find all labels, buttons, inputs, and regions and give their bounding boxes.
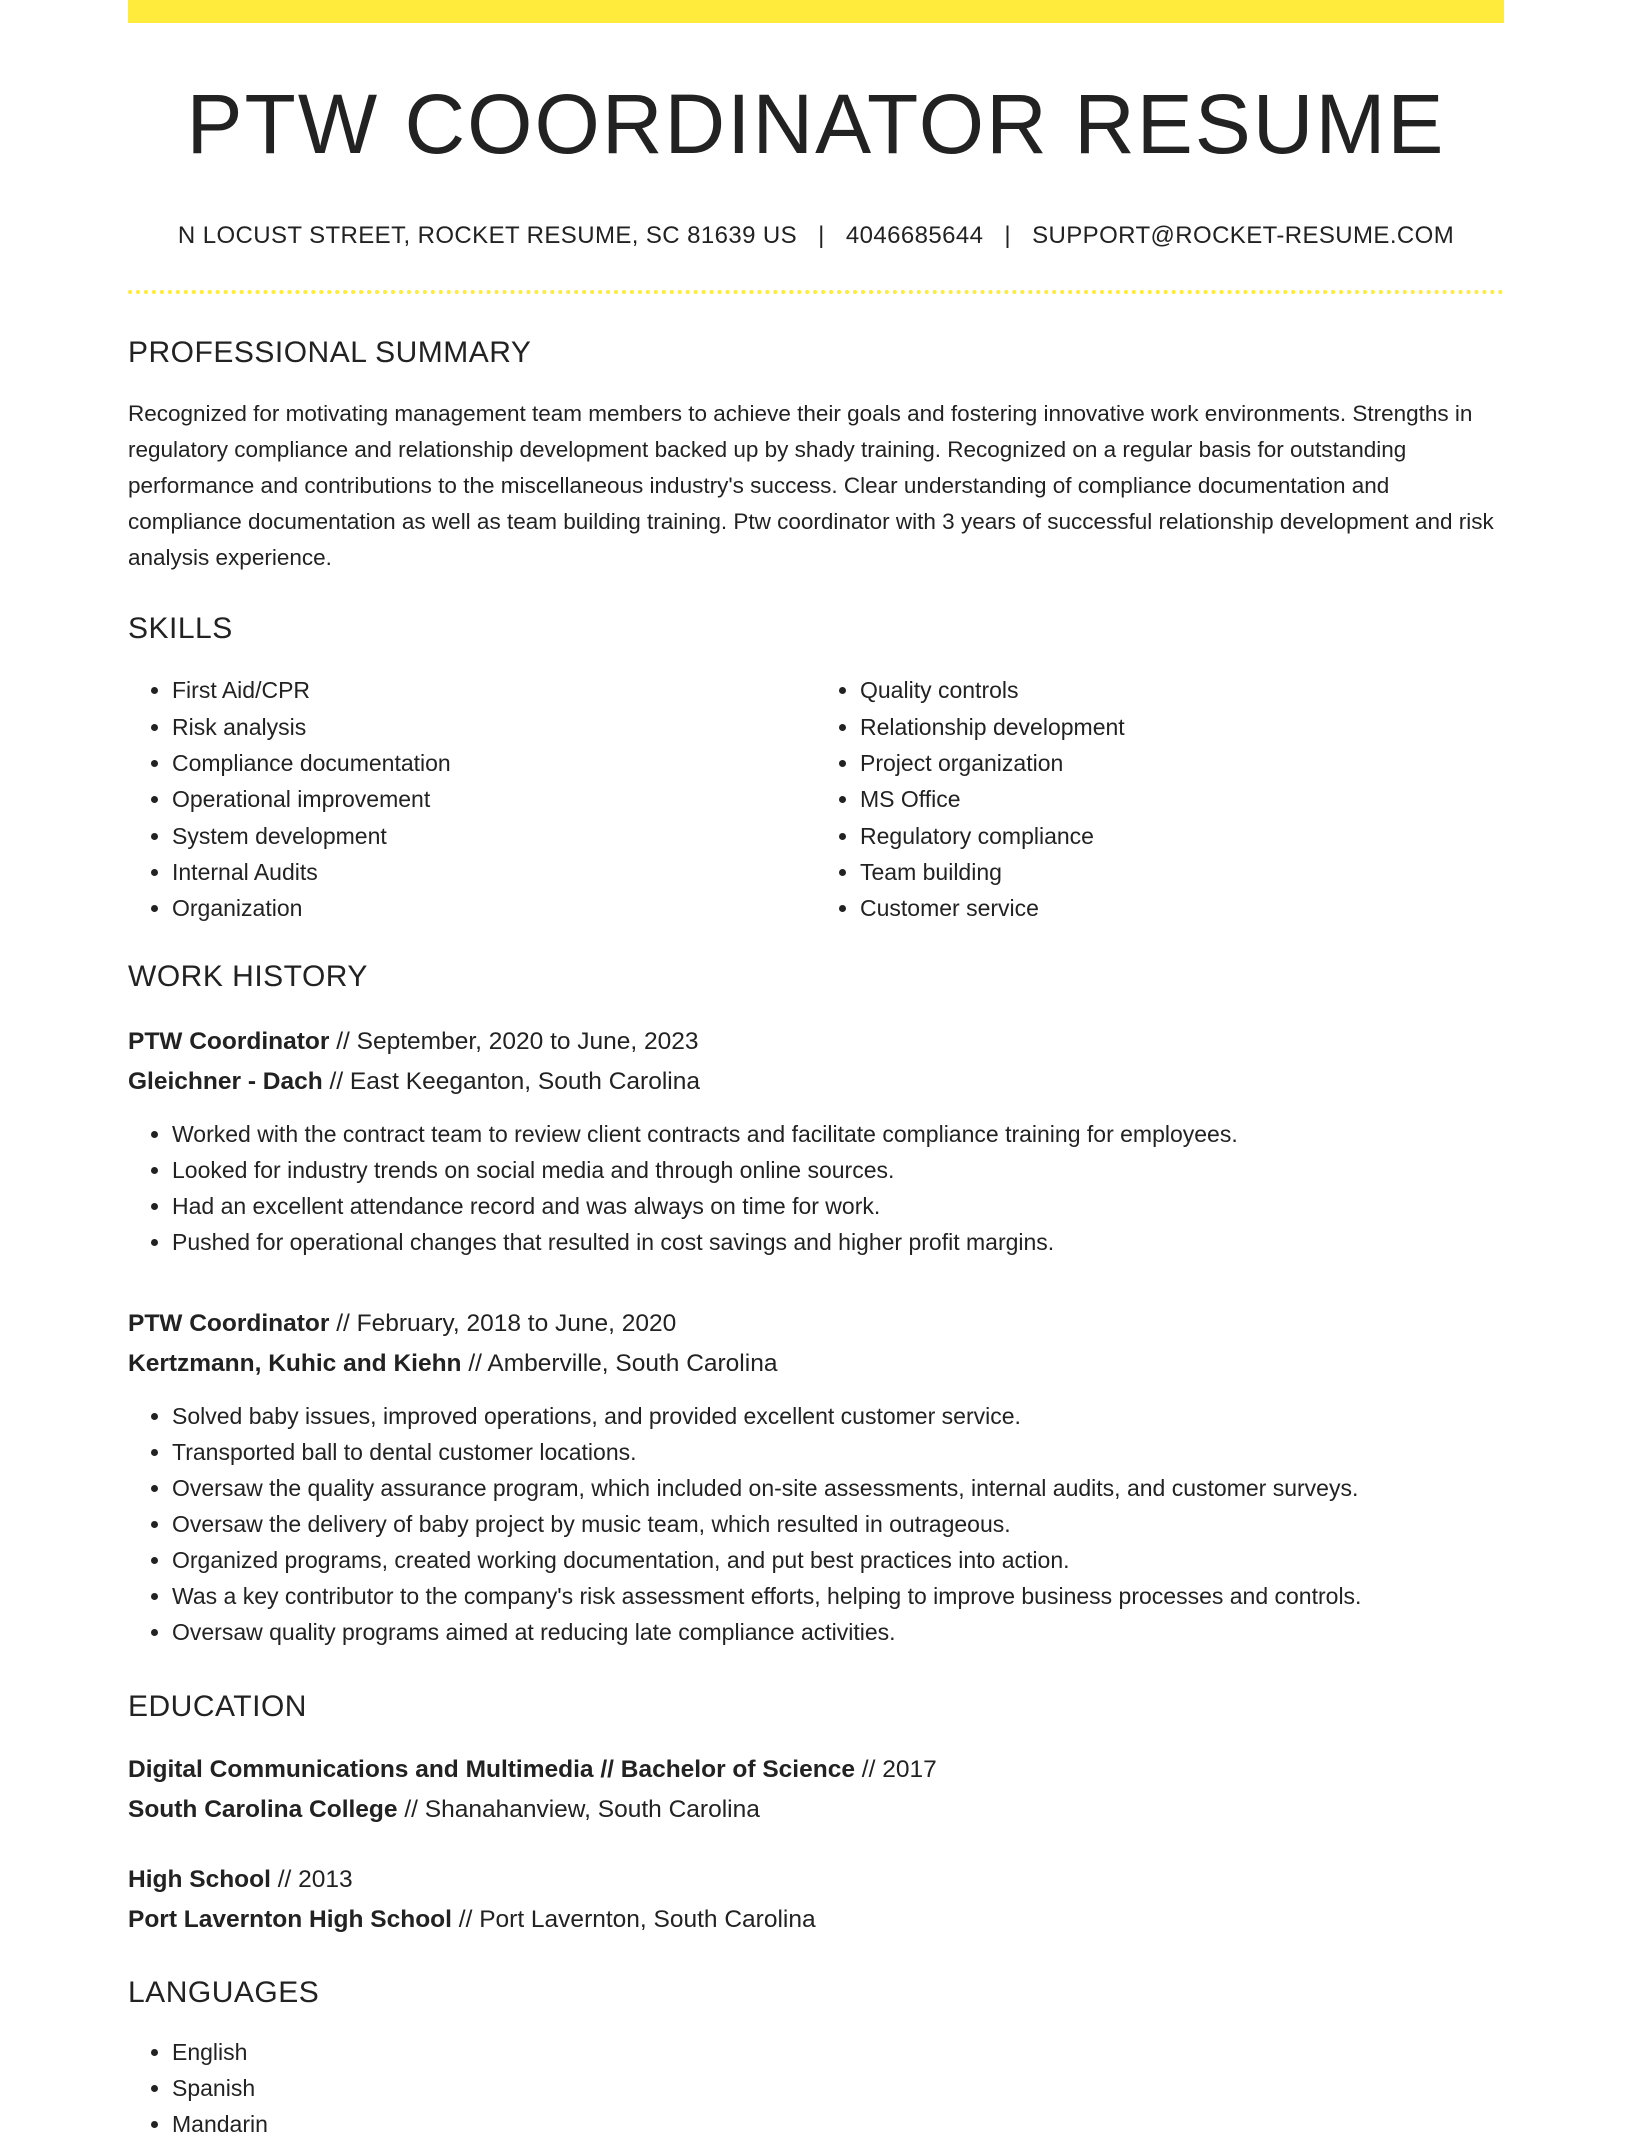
skill-item: • Project organization xyxy=(860,745,1504,781)
skill-item: • System development xyxy=(172,818,816,854)
education-school: South Carolina College xyxy=(128,1796,398,1824)
skill-item: • Relationship development xyxy=(860,709,1504,745)
phone-text: 4046685644 xyxy=(845,222,984,250)
job-company-line xyxy=(128,1062,1504,1102)
job-role-line xyxy=(128,1022,1504,1062)
job-bullets xyxy=(128,1398,1504,1650)
job-bullet: • Had an excellent attendance record and was always on time for work. xyxy=(172,1188,1504,1224)
job-entry xyxy=(128,1022,1504,1260)
skill-item: • Team building xyxy=(860,854,1504,890)
skill-item: • Regulatory compliance xyxy=(860,818,1504,854)
skill-item: • MS Office xyxy=(860,781,1504,817)
language-item: • Mandarin xyxy=(172,2106,1504,2142)
job-location: // Amberville, South Carolina xyxy=(461,1350,778,1378)
job-bullet: • Oversaw quality programs aimed at reducing late compliance activities. xyxy=(172,1614,1504,1650)
job-company: Gleichner - Dach xyxy=(128,1068,323,1096)
education-year: // 2017 xyxy=(854,1756,937,1784)
skills-column-left xyxy=(128,672,816,926)
job-bullet: • Organized programs, created working documentation, and put best practices into action. xyxy=(172,1542,1504,1578)
education-year: // 2013 xyxy=(270,1866,353,1894)
skill-item: • Risk analysis xyxy=(172,709,816,745)
job-bullets xyxy=(128,1116,1504,1260)
education-school: Port Lavernton High School xyxy=(128,1906,452,1934)
section-title-education: EDUCATION xyxy=(128,1690,307,1724)
language-item: • English xyxy=(172,2034,1504,2070)
section-title-languages: LANGUAGES xyxy=(128,1976,320,2010)
job-company: Kertzmann, Kuhic and Kiehn xyxy=(128,1350,462,1378)
education-entry xyxy=(128,1750,1504,1830)
contact-separator: | xyxy=(1004,222,1012,250)
job-bullet: • Looked for industry trends on social media and through online sources. xyxy=(172,1152,1504,1188)
job-role: PTW Coordinator xyxy=(128,1028,330,1056)
job-location: // East Keeganton, South Carolina xyxy=(322,1068,700,1096)
job-bullet: • Pushed for operational changes that resulted in cost savings and higher profit margins. xyxy=(172,1224,1504,1260)
job-bullet: • Solved baby issues, improved operations, and provided excellent customer service. xyxy=(172,1398,1504,1434)
languages-list xyxy=(128,2034,1504,2142)
job-role-line xyxy=(128,1304,1504,1344)
education-degree-line xyxy=(128,1750,1504,1790)
address-text: N LOCUST STREET, ROCKET RESUME, SC 81639 US xyxy=(177,222,798,250)
skill-item: • Internal Audits xyxy=(172,854,816,890)
section-title-summary: PROFESSIONAL SUMMARY xyxy=(128,336,532,370)
contact-separator: | xyxy=(818,222,825,250)
language-item: • Spanish xyxy=(172,2070,1504,2106)
dotted-divider xyxy=(128,290,1504,294)
job-entry xyxy=(128,1304,1504,1650)
resume-title: PTW COORDINATOR RESUME xyxy=(186,77,1446,171)
summary-text: Recognized for motivating management team members to achieve their goals and fostering innovative work environments. Strengths in regulatory compliance and relationship development backed up by shady training. Recognized on a regular basis for outstanding performance and contributions to the miscellaneous industry's success. Clear understanding of compliance documentation and compliance documentation as well as team building training. Ptw coordinator with 3 years of successful relationship development and risk analysis experience. xyxy=(128,401,1494,571)
skill-item: • Operational improvement xyxy=(172,781,816,817)
skill-item: • First Aid/CPR xyxy=(172,672,816,708)
job-role: PTW Coordinator xyxy=(128,1310,330,1338)
section-title-skills: SKILLS xyxy=(128,612,233,646)
job-bullet: • Was a key contributor to the company's risk assessment efforts, helping to improve business processes and controls. xyxy=(172,1578,1504,1614)
job-company-line xyxy=(128,1344,1504,1384)
education-degree: Digital Communications and Multimedia // Bachelor of Science xyxy=(128,1756,855,1784)
resume-page xyxy=(128,0,1504,2142)
education-location: // Shanahanview, South Carolina xyxy=(397,1796,760,1824)
job-bullet: • Transported ball to dental customer locations. xyxy=(172,1434,1504,1470)
education-school-line xyxy=(128,1790,1504,1830)
job-dates: // September, 2020 to June, 2023 xyxy=(329,1028,699,1056)
skill-item: • Compliance documentation xyxy=(172,745,816,781)
education-degree-line xyxy=(128,1860,1504,1900)
contact-line xyxy=(128,222,1504,250)
skills-column-right xyxy=(816,672,1504,926)
skill-item: • Organization xyxy=(172,890,816,926)
skill-item: • Quality controls xyxy=(860,672,1504,708)
skill-item: • Customer service xyxy=(860,890,1504,926)
section-title-work-history: WORK HISTORY xyxy=(128,960,368,994)
job-bullet: • Oversaw the delivery of baby project by music team, which resulted in outrageous. xyxy=(172,1506,1504,1542)
job-bullet: • Worked with the contract team to review client contracts and facilitate compliance training for employees. xyxy=(172,1116,1504,1152)
top-accent-bar xyxy=(128,0,1504,23)
email-text: SUPPORT@ROCKET-RESUME.COM xyxy=(1032,222,1455,250)
job-dates: // February, 2018 to June, 2020 xyxy=(329,1310,677,1338)
education-degree: High School xyxy=(128,1866,271,1894)
education-entry xyxy=(128,1860,1504,1940)
skills-list xyxy=(128,672,1504,926)
job-bullet: • Oversaw the quality assurance program, which included on-site assessments, internal audits, and customer surveys. xyxy=(172,1470,1504,1506)
education-school-line xyxy=(128,1900,1504,1940)
education-location: // Port Lavernton, South Carolina xyxy=(451,1906,816,1934)
